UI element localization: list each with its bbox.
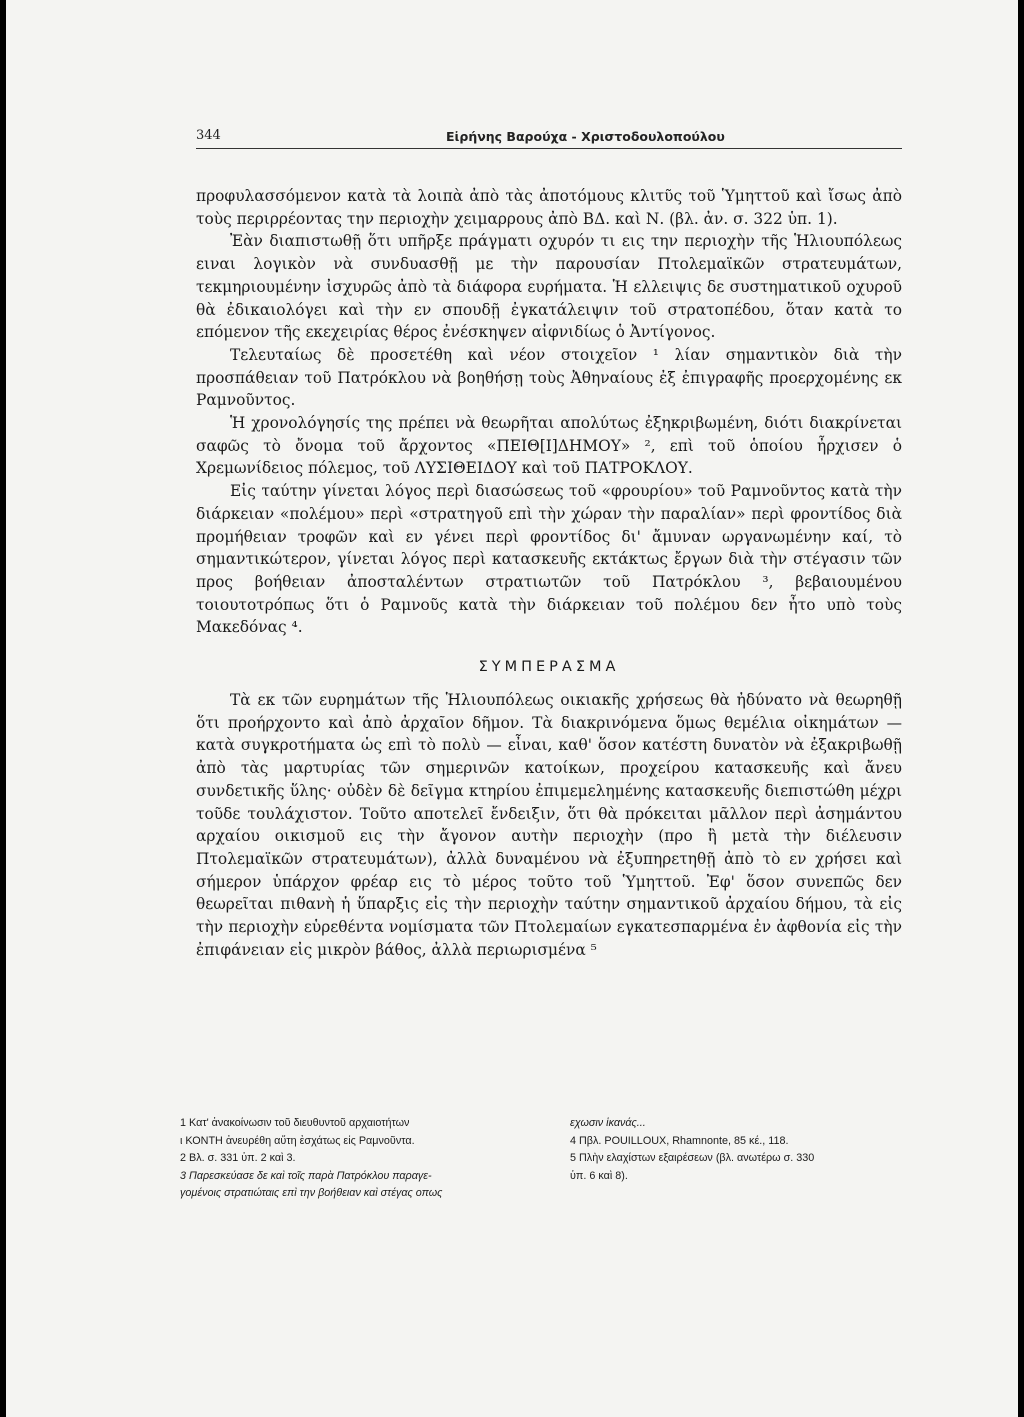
paragraph: Ἐὰν διαπιστωθῇ ὅτι υπῆρξε πράγματι οχυρόν τι εις την περιοχὴν τῆς Ἡλιουπόλεως ειναι λογικὸν νὰ συνδυασθῇ με τὴν παρουσίαν Πτολεμαϊκῶν στρατευμάτων, τεκμηριουμένην ἰσχυρῶς ἀπὸ τὰ διάφορα ευρήματα. Ἡ ελλειψις δε συστηματικοῦ οχυροῦ θὰ ἐδικαιολόγει καὶ τὴν εν σπουδῇ ἐγκατάλειψιν τοῦ στρατοπέδου, ὅταν κατὰ το επόμενον τῆς εκεχειρίας θέρος ἐνέσκηψεν αἰφνιδίως ὁ Ἀντίγονος.: [196, 232, 902, 342]
page-header: [196, 122, 902, 149]
footnote-line: ὑπ. 6 καὶ 8).: [570, 1169, 628, 1182]
paragraph: προφυλασσόμενον κατὰ τὰ λοιπὰ ἀπὸ τὰς ἀποτόμους κλιτῦς τοῦ Ὑμηττοῦ καὶ ἴσως ἀπὸ τοὺς περιρρέοντας την περιοχὴν χειμαρρους ἀπὸ ΒΔ. καὶ Ν. (βλ. ἀν. σ. 322 ὑπ. 1).: [196, 187, 902, 228]
footnotes-left-column: [180, 1116, 545, 1204]
section-heading: ΣΥΜΠΕΡΑΣΜΑ: [478, 659, 620, 676]
page: [6, 0, 1018, 1417]
footnotes-right-column: [570, 1116, 910, 1204]
running-title: Εἰρήνης Βαρούχα - Χριστοδουλοπούλου: [446, 129, 725, 144]
footnote-line: 5 Πλὴν ελαχίστων εξαιρέσεων (βλ. ανωτέρω σ. 330: [570, 1152, 815, 1165]
paragraph: Ἡ χρονολόγησίς της πρέπει νὰ θεωρῆται απολύτως ἐξηκριβωμένη, διότι διακρίνεται σαφῶς τὸ ὄνομα τοῦ ἄρχοντος «ΠΕΙΘ[Ι]ΔΗΜΟΥ» ², επὶ τοῦ ὁποίου ἦρχισεν ὁ Χρεμωνίδειος πόλεμος, τοῦ ΛΥΣΙΘΕΙΔΟΥ καὶ τοῦ ΠΑΤΡΟΚΛΟΥ.: [196, 414, 902, 478]
footnote-line: 3 Παρεσκεύασε δε καὶ τοῖς παρὰ Πατρόκλου παραγε-: [180, 1169, 432, 1182]
paragraph: Τελευταίως δὲ προσετέθη καὶ νέον στοιχεῖον ¹ λίαν σημαντικὸν διὰ τὴν προσπάθειαν τοῦ Πατρόκλου νὰ βοηθήσῃ τοὺς Ἀθηναίους ἐξ ἐπιγραφῆς προερχομένης εκ Ραμνοῦντος.: [196, 345, 902, 410]
main-text: [196, 185, 902, 962]
footnotes: [180, 1116, 910, 1204]
conclusion-paragraph: Τὰ εκ τῶν ευρημάτων τῆς Ἡλιουπόλεως οικιακῆς χρήσεως θὰ ἠδύνατο νὰ θεωρηθῇ ὅτι προήρχοντο καὶ ἀπὸ ἀρχαῖον δῆμον. Τὰ διακρινόμενα ὅμως θεμέλια οἰκημάτων — κατὰ συγκροτήματα ὡς επὶ τὸ πολὺ — εἶναι, καθ' ὅσον κατέστη δυνατὸν νὰ ἐξακριβωθῇ ἀπὸ τὰς μαρτυρίας τῶν σημερινῶν κατοίκων, προχείρου κατασκευῆς καὶ ἄνευ συνδετικῆς ὕλης· οὐδὲν δὲ δεῖγμα κτηρίου ἐπιμεμελημένης κατασκευῆς διεπιστώθη μέχρι τοῦδε τουλάχιστον. Τοῦτο αποτελεῖ ἔνδειξιν, ὅτι θὰ πρόκειται μᾶλλον περὶ ἀσημάντου αρχαίου οικισμοῦ εις τὴν ἄγονον αυτὴν περιοχὴν (προ ἢ μετὰ τὴν διέλευσιν Πτολεμαϊκῶν στρατευμάτων), ἀλλὰ δυναμένου νὰ ἐξυπηρετηθῇ ἀπὸ τὸ εν χρήσει καὶ σήμερον ὑπάρχον φρέαρ εις τὸ μέρος τοῦτο τοῦ Ὑμηττοῦ. Ἐφ' ὅσον συνεπῶς δεν θεωρεῖται πιθανὴ ἡ ὕπαρξις εἰς τὴν περιοχὴν ταύτην σημαντικοῦ ἀρχαίου δήμου, τὰ εἰς τὴν περιοχὴν εὑρεθέντα νομίσματα τῶν Πτολεμαίων εγκατεσπαρμένα ἐν ἀφθονία εἰς τὴν ἐπιφάνειαν εἰς μικρὸν βάθος, ἀλλὰ περιωρισμένα ⁵: [196, 691, 902, 959]
footnote-line: 1 Κατ' ἀνακοίνωσιν τοῦ διευθυντοῦ αρχαιοτήτων: [180, 1117, 410, 1129]
footnote-line: 2 Βλ. σ. 331 ὑπ. 2 καὶ 3.: [180, 1152, 296, 1165]
paragraph: Εἰς ταύτην γίνεται λόγος περὶ διασώσεως τοῦ «φρουρίου» τοῦ Ραμνοῦντος κατὰ τὴν διάρκειαν «πολέμου» περὶ «στρατηγοῦ επὶ τὴν χώραν τὴν παραλίαν» περὶ φροντίδος διὰ προμήθειαν τροφῶν καὶ εν γένει περὶ φροντίδος δι' ἄμυναν ωργανωμένην καί, τὸ σημαντικώτερον, γίνεται λόγος περὶ κατασκευῆς εκτάκτως ἔργων διὰ τὴν στέγασιν τῶν προς βοήθειαν ἀποσταλέντων στρατιωτῶν τοῦ Πατρόκλου ³, βεβαιουμένου τοιουτοτρόπως ὅτι ὁ Ραμνοῦς κατὰ τὴν διάρκειαν τοῦ πολέμου δεν ἦτο υπὸ τοὺς Μακεδόνας ⁴.: [196, 482, 902, 637]
page-number: 344: [196, 128, 221, 143]
footnote-line: 4 Πβλ. POUILLOUX, Rhamnonte, 85 κέ., 118.: [570, 1134, 789, 1147]
footnote-line: γομένοις στρατιώταις επὶ την βοήθειαν καὶ στέγας οπως: [180, 1187, 443, 1200]
footnote-line: εχωσιν ἱκανάς...: [570, 1117, 646, 1129]
footnote-line: ι ΚΟΝΤΗ ἀνευρέθη αὕτη ἐσχάτως εἰς Ραμνοῦντα.: [180, 1134, 415, 1147]
